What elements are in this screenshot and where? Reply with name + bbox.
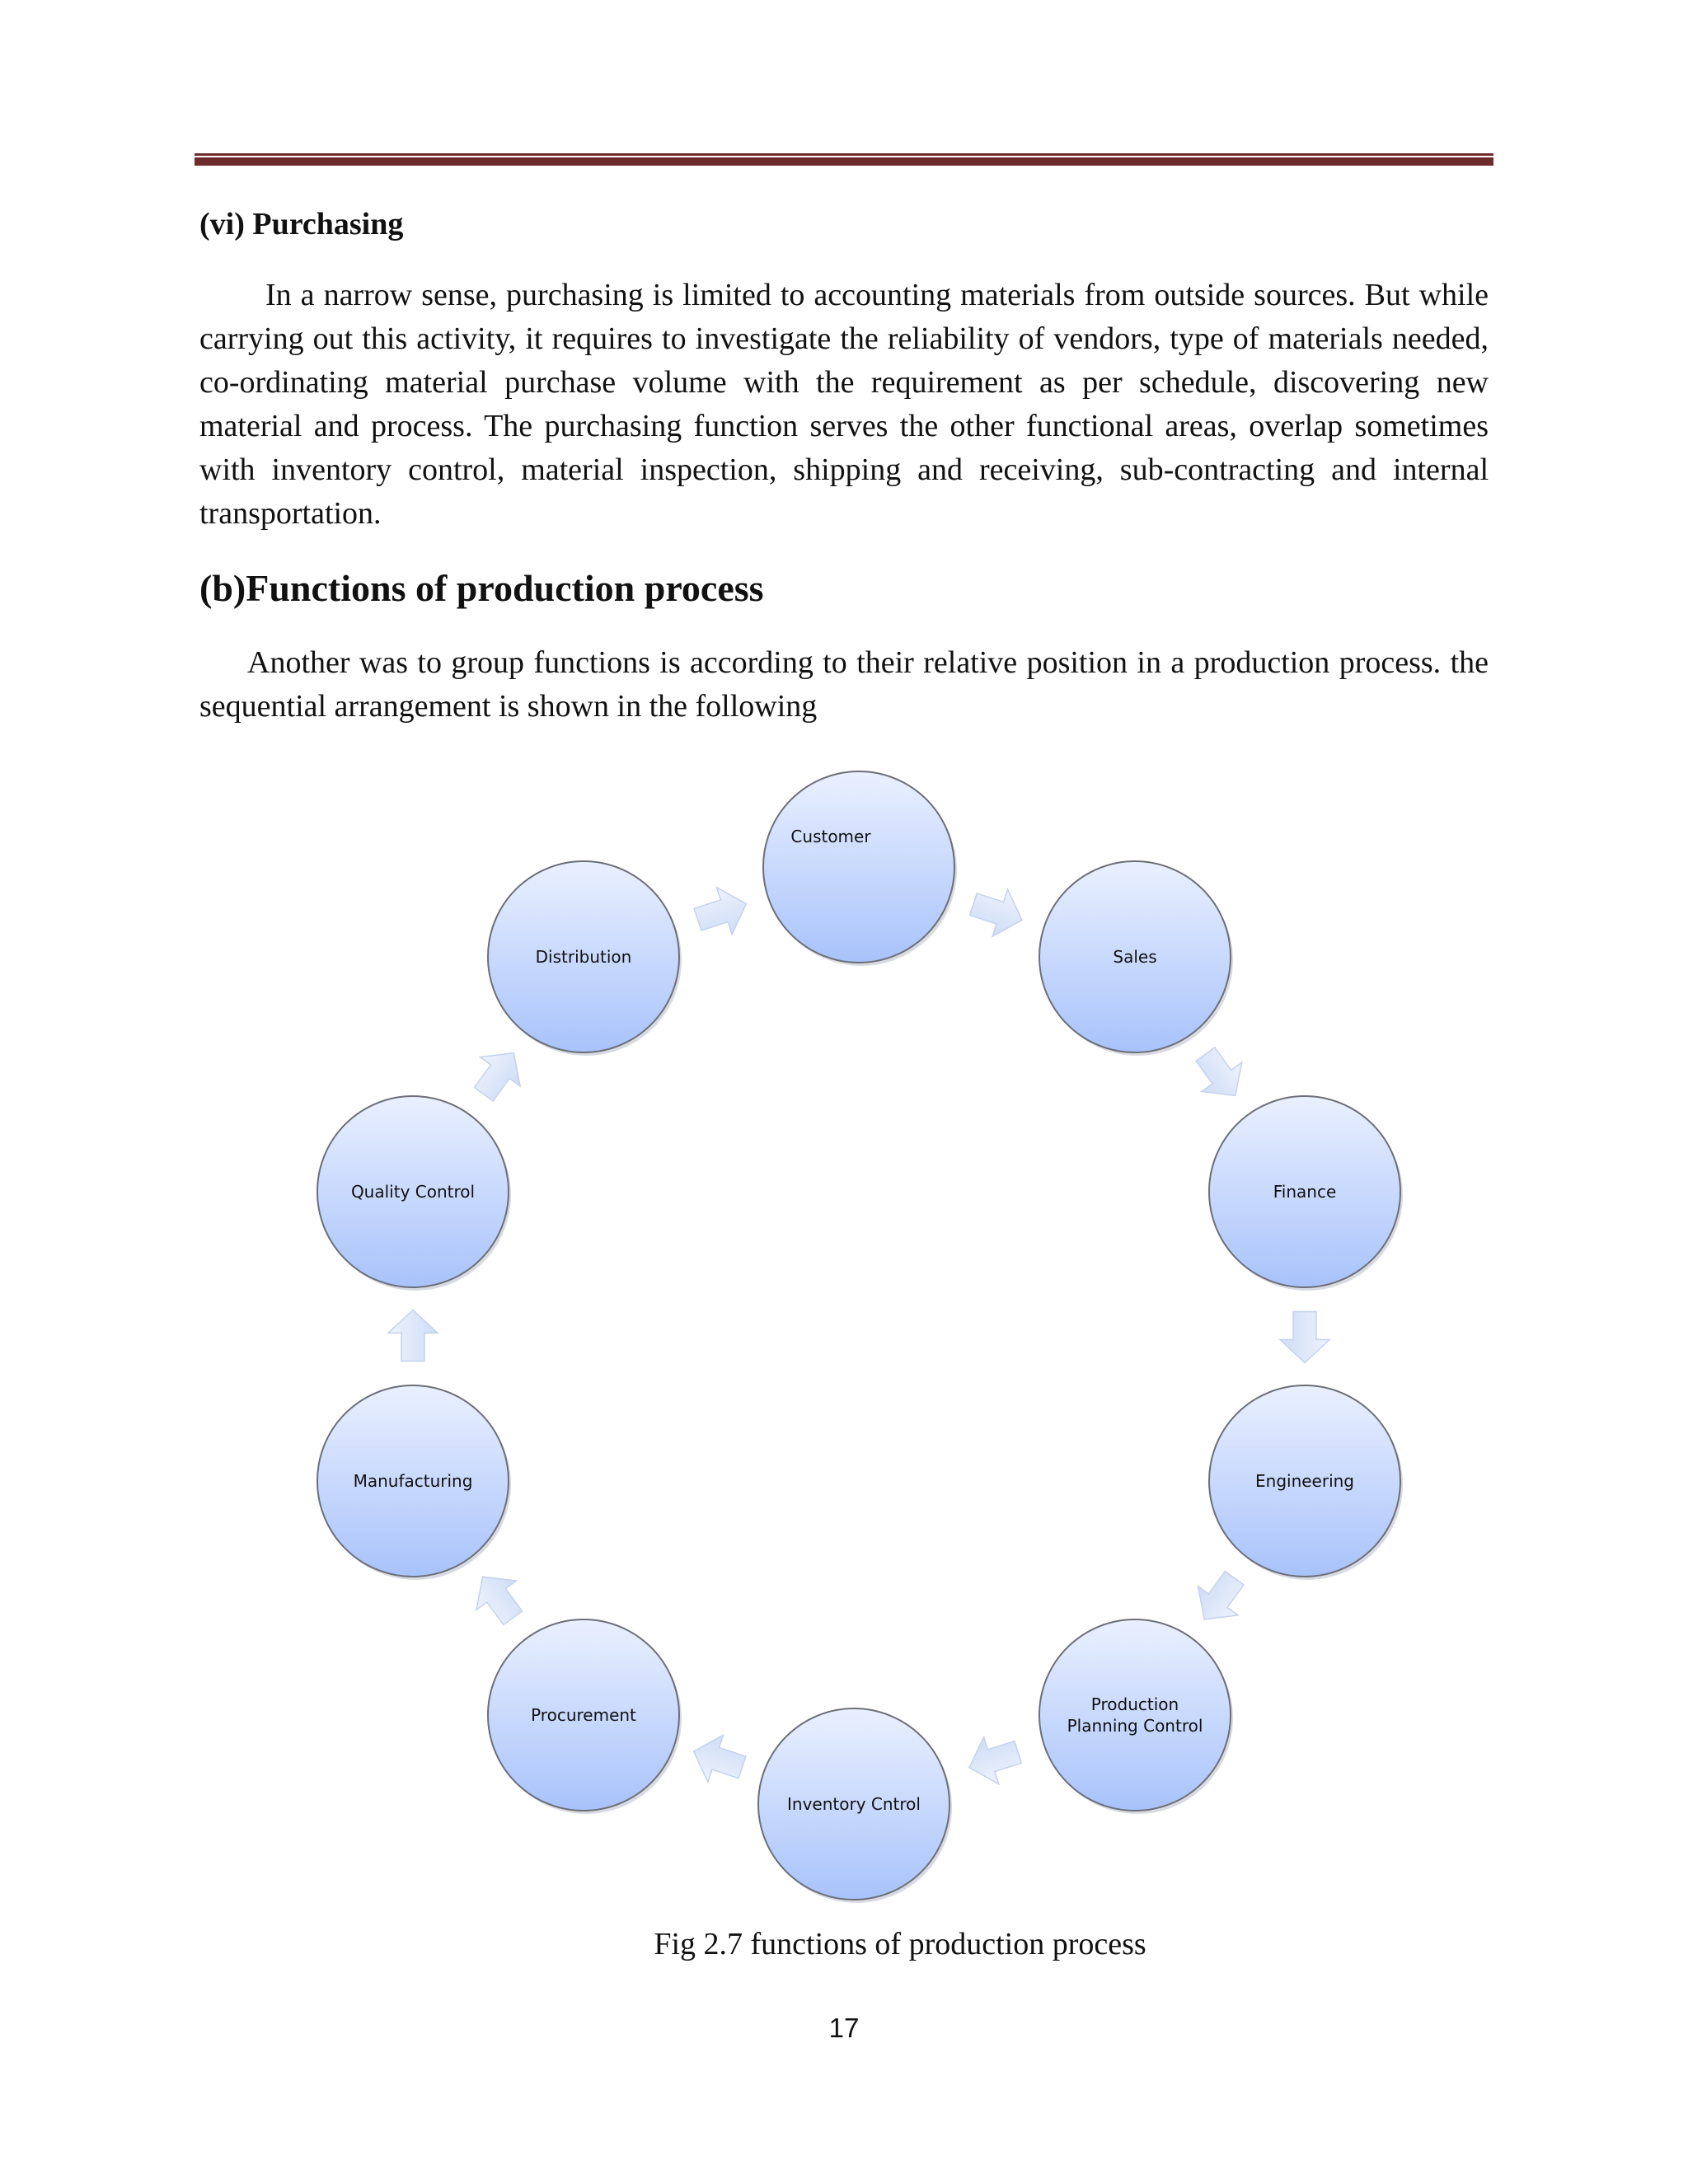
cycle-arrow [686, 1727, 750, 1790]
cycle-node-label: Manufacturing [353, 1471, 473, 1491]
cycle-arrow [962, 1728, 1025, 1791]
cycle-arrow [464, 1038, 534, 1108]
section-subheading: (vi) Purchasing [199, 207, 404, 241]
figure-caption: Fig 2.7 functions of production process [654, 1927, 1146, 1961]
section-heading: (b)Functions of production process [199, 567, 764, 609]
cycle-arrow [966, 881, 1030, 944]
cycle-node-label: Quality Control [350, 1182, 476, 1202]
cycle-node-label: Sales [1113, 947, 1157, 967]
cycle-node-label: Customer [790, 827, 871, 846]
cycle-arrow [1184, 1563, 1254, 1633]
cycle-node [488, 861, 682, 1056]
cycle-node-label: Inventory Cntrol [787, 1794, 921, 1814]
cycle-node-label: Production Planning Control [1067, 1694, 1203, 1736]
cycle-node [1039, 1619, 1233, 1814]
cycle-node [1039, 861, 1233, 1056]
cycle-node-label: Procurement [531, 1705, 636, 1725]
cycle-arrow [1185, 1040, 1255, 1110]
cycle-arrow [1280, 1312, 1329, 1363]
page-number: 17 [828, 2013, 860, 2043]
cycle-node-label: Finance [1273, 1182, 1337, 1202]
cycle-node [317, 1385, 511, 1580]
cycle-arrow [462, 1562, 532, 1632]
cycle-node [758, 1708, 952, 1903]
production-paragraph: Another was to group functions is according to their relative position in a production process. the sequential arrangement is shown in the following [199, 645, 1489, 724]
cycle-node-label: Distribution [535, 947, 632, 967]
cycle-node [1209, 1385, 1403, 1580]
purchasing-paragraph: In a narrow sense, purchasing is limited to accounting materials from outside sources. But while carrying out this activity, it requires to investigate the reliability of vendors, type of materials needed, co-ordinating material purchase volume with the requirement as per schedule, discovering new material and process. The purchasing function serves the other functional areas, overlap sometimes with inventory control, material inspection, shipping and receiving, sub-contracting and internal transportation. [199, 278, 1489, 531]
cycle-nodes [317, 771, 1403, 1903]
cycle-node [1209, 1096, 1403, 1291]
cycle-node-label: Engineering [1255, 1471, 1354, 1491]
cycle-node [317, 1096, 511, 1291]
cycle-arrow [690, 880, 754, 943]
cycle-arrow [388, 1310, 438, 1361]
cycle-node [488, 1619, 682, 1814]
cycle-node [763, 771, 957, 966]
